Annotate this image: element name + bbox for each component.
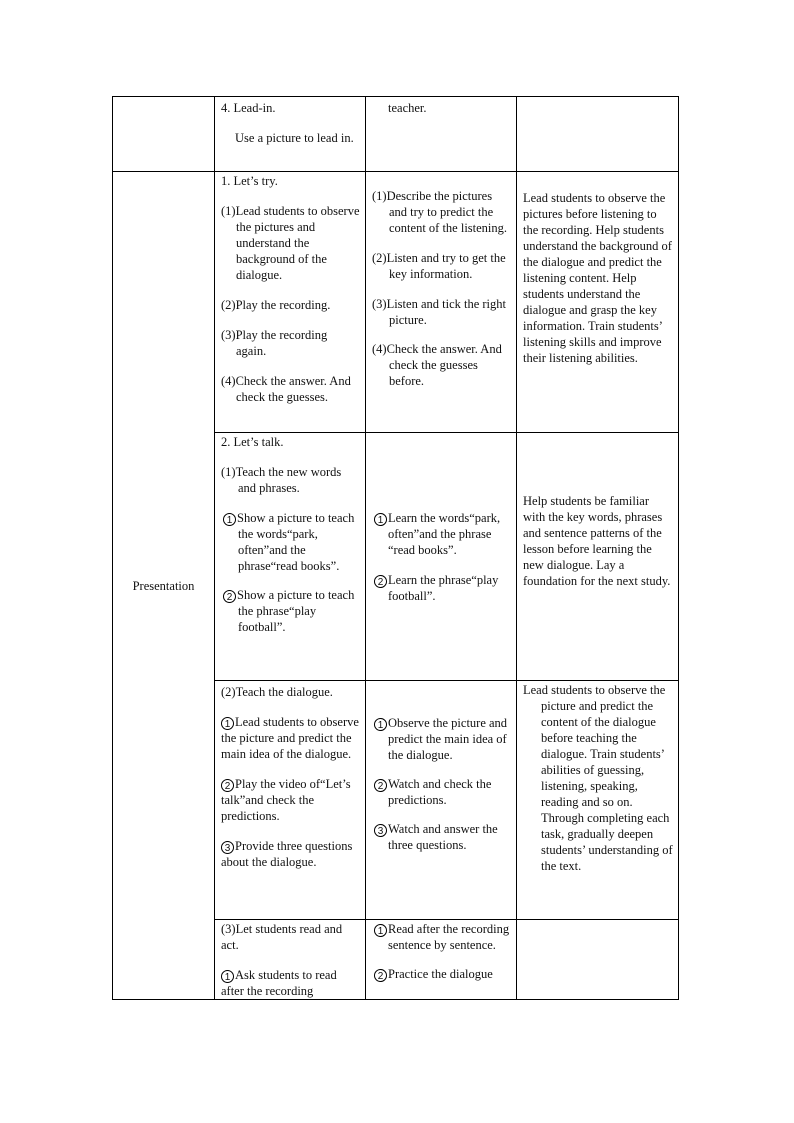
sub-step: [221, 587, 360, 635]
sub-step: [374, 776, 511, 808]
step-text: (1)Describe the pictures and try to predict the content of the listening.: [372, 189, 508, 235]
aim-text: Lead students to observe the picture and predict the content of the dialogue before teaching the dialogue. Train students’ abilities of guessing, listening, speaking, reading and so on. Through completing each task, gradually deepen students’ understanding of the text.: [523, 683, 673, 873]
student-activity-cell: [366, 172, 517, 433]
sub-step: [221, 838, 360, 870]
circled-number: 2: [221, 779, 234, 792]
stage-cell-presentation: [113, 172, 215, 1000]
step-text: (1)Teach the new words and phrases.: [221, 465, 342, 495]
teacher-activity-cell: [215, 920, 366, 1000]
student-activity-cell: [366, 97, 517, 172]
aim-text: Lead students to observe the pictures before listening to the recording. Help students understand the background of the dialogue and predict the listening content. Help students understand the dialogue and grasp the key information. Train students’ listening skills and improve their listening abilities.: [523, 191, 672, 365]
stage-cell-empty: [113, 97, 215, 172]
aim-cell: [517, 433, 679, 681]
sub-step-text: Watch and answer the three questions.: [388, 822, 498, 852]
teacher-activity-cell: [215, 172, 366, 433]
teacher-activity-cell: [215, 433, 366, 681]
step-text: Use a picture to lead in.: [235, 131, 354, 145]
student-activity-cell: [366, 681, 517, 920]
sub-step: [221, 776, 360, 824]
step-text: (4)Check the answer. And check the guesses.: [221, 374, 351, 404]
circled-number: 3: [374, 824, 387, 837]
circled-number: 1: [221, 970, 234, 983]
aim-cell: [517, 920, 679, 1000]
circled-number: 1: [374, 924, 387, 937]
step-text: (1)Lead students to observe the pictures and understand the background of the dialogue.: [221, 204, 360, 282]
sub-step-text: Play the video of“Let’s talk”and check the predictions.: [221, 777, 351, 823]
aim-cell: [517, 172, 679, 433]
sub-step-text: Read after the recording sentence by sentence.: [388, 922, 510, 952]
sub-step-text: Ask students to read after the recording: [221, 968, 337, 998]
sub-step-text: Show a picture to teach the words“park, often”and the phrase“read books”.: [237, 511, 355, 573]
aim-text: Help students be familiar with the key words, phrases and sentence patterns of the lesson before learning the new dialogue. Lay a foundation for the next study.: [523, 494, 671, 588]
sub-step: [374, 572, 511, 604]
step-text: (2)Listen and try to get the key information.: [372, 251, 506, 281]
sub-step-text: Learn the phrase“play football”.: [388, 573, 499, 603]
sub-step: [221, 714, 360, 762]
step-text: (3)Play the recording again.: [221, 328, 328, 358]
lesson-plan-table: [112, 96, 679, 1000]
student-text: teacher.: [388, 101, 427, 115]
step-text: (3)Listen and tick the right picture.: [372, 297, 506, 327]
step-title: 4. Lead-in.: [221, 101, 276, 115]
circled-number: 2: [374, 779, 387, 792]
sub-step-text: Observe the picture and predict the main idea of the dialogue.: [388, 716, 508, 762]
student-activity-cell: [366, 433, 517, 681]
circled-number: 1: [374, 513, 387, 526]
circled-number: 2: [223, 590, 236, 603]
sub-step: [374, 510, 511, 558]
student-activity-cell: [366, 920, 517, 1000]
sub-step: [374, 966, 511, 982]
stage-label: Presentation: [132, 578, 195, 593]
table-row-leadin: [113, 97, 679, 172]
sub-step: [221, 967, 360, 999]
circled-number: 1: [374, 718, 387, 731]
sub-step-text: Learn the words“park, often”and the phrase “read books”.: [388, 511, 501, 557]
sub-step-text: Provide three questions about the dialogue.: [221, 839, 353, 869]
teacher-activity-cell: [215, 97, 366, 172]
circled-number: 3: [221, 841, 234, 854]
sub-step-text: Watch and check the predictions.: [388, 777, 492, 807]
sub-step-text: Lead students to observe the picture and predict the main idea of the dialogue.: [221, 715, 359, 761]
sub-step: [374, 921, 511, 953]
circled-number: 2: [374, 969, 387, 982]
step-text: (2)Teach the dialogue.: [221, 685, 333, 699]
circled-number: 2: [374, 575, 387, 588]
teacher-activity-cell: [215, 681, 366, 920]
sub-step: [221, 510, 360, 574]
step-text: (3)Let students read and act.: [221, 922, 343, 952]
step-title: 1. Let’s try.: [221, 174, 278, 188]
step-text: (4)Check the answer. And check the guesses before.: [372, 342, 502, 388]
step-title: 2. Let’s talk.: [221, 435, 284, 449]
aim-cell: [517, 681, 679, 920]
sub-step-text: Practice the dialogue: [388, 967, 493, 981]
circled-number: 1: [221, 717, 234, 730]
sub-step: [374, 715, 511, 763]
sub-step-text: Show a picture to teach the phrase“play football”.: [237, 588, 355, 634]
table-row-lets-try: [113, 172, 679, 433]
aim-cell: [517, 97, 679, 172]
sub-step: [374, 821, 511, 853]
circled-number: 1: [223, 513, 236, 526]
step-text: (2)Play the recording.: [221, 298, 331, 312]
